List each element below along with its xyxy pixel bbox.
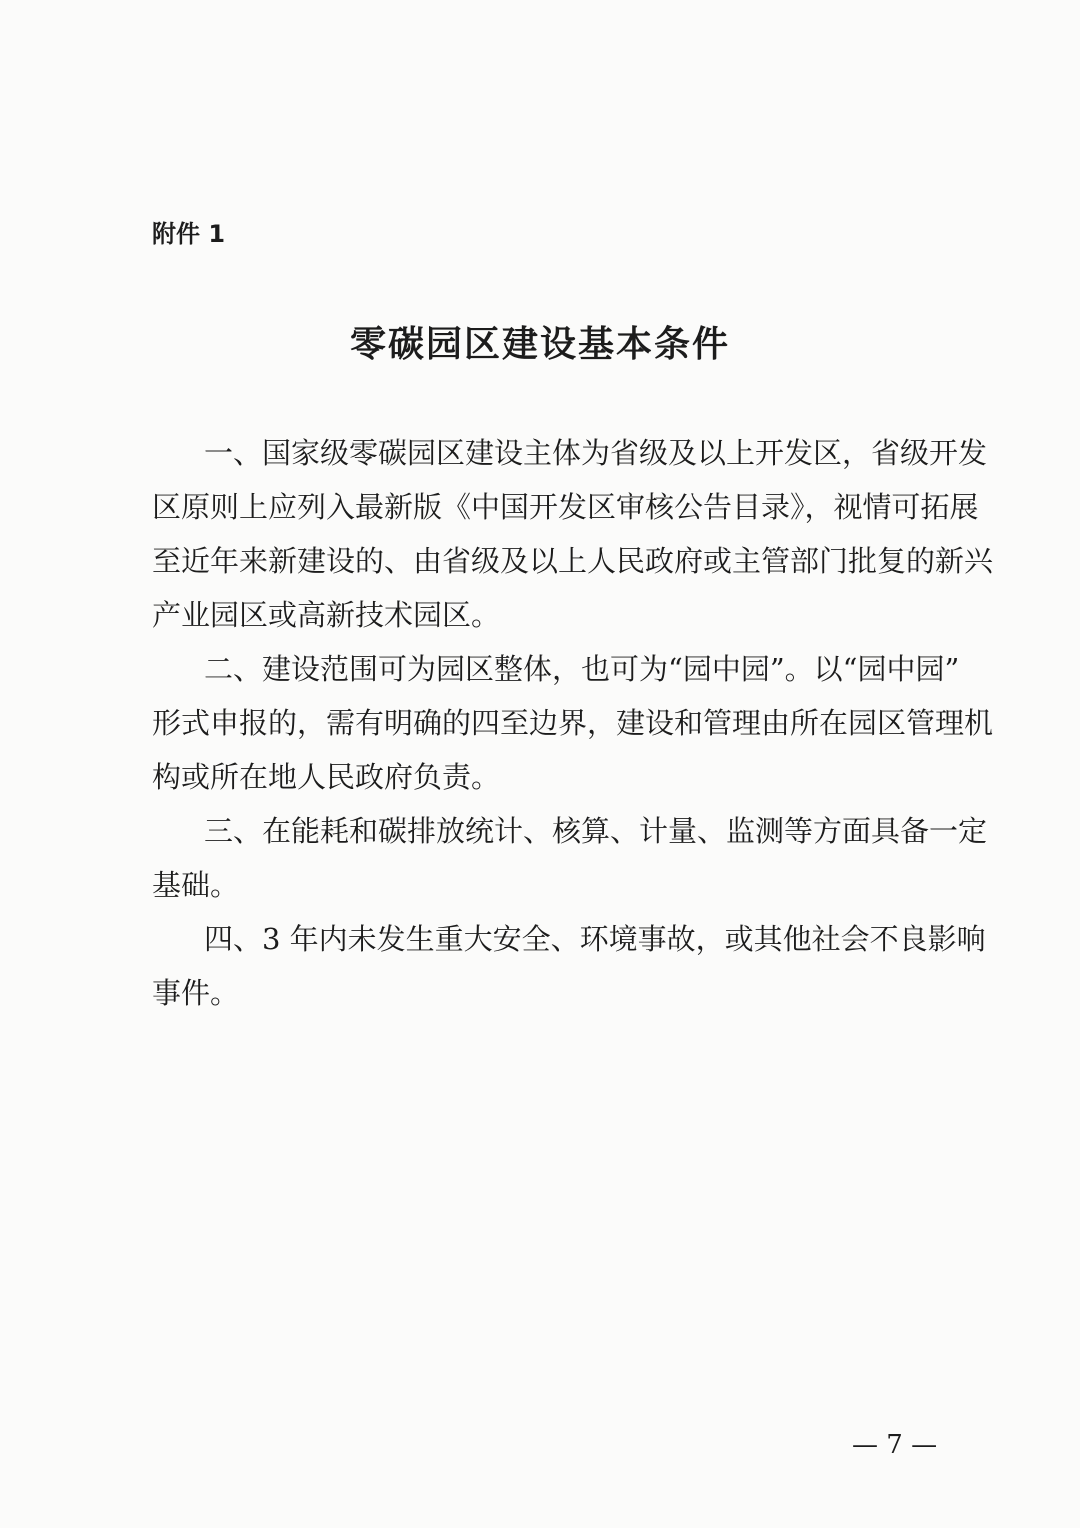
- document-body: [152, 426, 994, 1020]
- text-line: 形式申报的，需有明确的四至边界，建设和管理由所在园区管理机: [152, 706, 994, 740]
- text-line: 产业园区或高新技术园区。: [152, 598, 501, 632]
- paragraph-4: [152, 912, 986, 1020]
- text-line: 基础。: [152, 868, 240, 902]
- document-title: 零碳园区建设基本条件: [349, 323, 730, 365]
- paragraph-1: [152, 426, 994, 642]
- paragraph-3: [152, 804, 988, 912]
- text-line: 四、3 年内未发生重大安全、环境事故，或其他社会不良影响: [204, 922, 986, 956]
- text-line: 三、在能耗和碳排放统计、核算、计量、监测等方面具备一定: [204, 814, 988, 848]
- paragraph-2: [152, 642, 994, 804]
- page-number: — 7 —: [852, 1430, 938, 1460]
- text-line: 构或所在地人民政府负责。: [152, 760, 501, 794]
- text-line: 事件。: [152, 976, 240, 1010]
- text-line: 至近年来新建设的、由省级及以上人民政府或主管部门批复的新兴: [152, 544, 994, 578]
- text-line: 区原则上应列入最新版《中国开发区审核公告目录》，视情可拓展: [152, 490, 979, 524]
- text-line: 一、国家级零碳园区建设主体为省级及以上开发区，省级开发: [204, 436, 988, 470]
- text-line: 二、建设范围可为园区整体，也可为“园中园”。以“园中园”: [204, 652, 960, 686]
- attachment-label: 附件 1: [152, 220, 226, 248]
